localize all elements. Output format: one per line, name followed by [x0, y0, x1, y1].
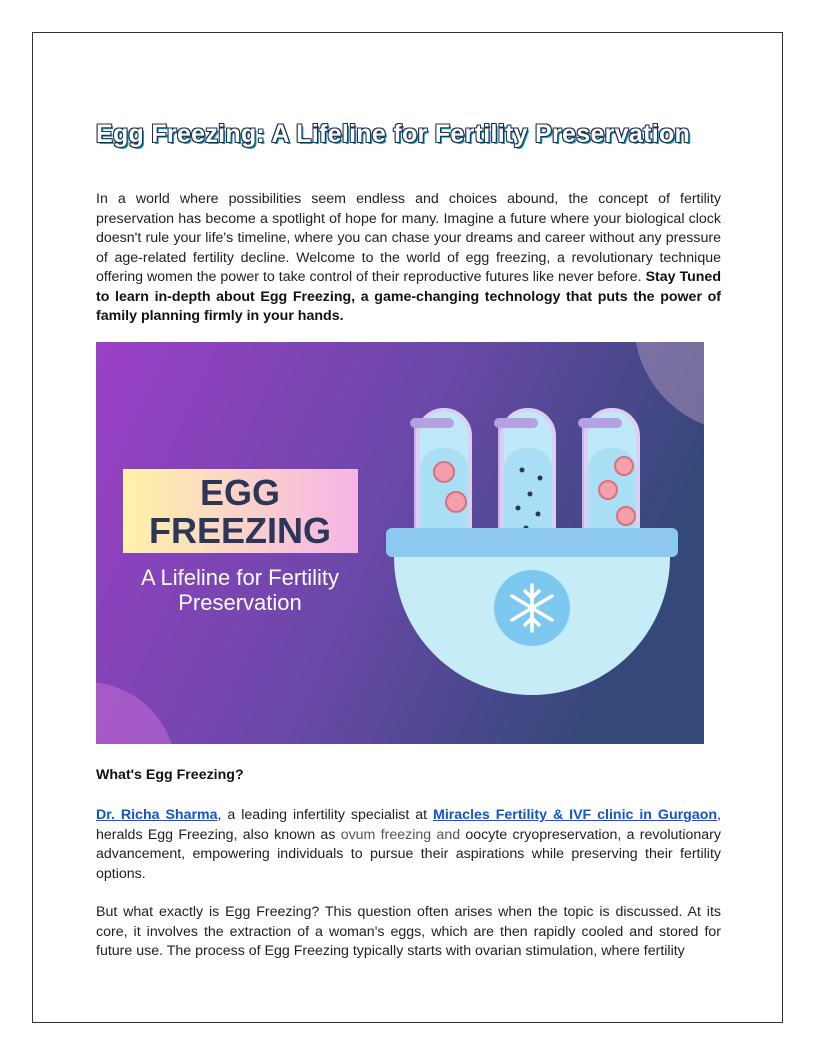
hero-image: [96, 342, 704, 744]
intro-bold-text: Stay Tuned to learn in-depth about Egg Freezing, a game-changing technology that puts the power of family planning firmly in your hands.: [96, 269, 721, 324]
clinic-link[interactable]: Miracles Fertility & IVF clinic in Gurgaon: [433, 807, 718, 823]
paragraph-doctor: [96, 806, 721, 884]
para2-text3: oocyte cryopreservation, a revolutionary advancement, empowering individuals to pursue their aspirations while preserving their fertility options.: [96, 826, 721, 882]
cryo-bowl-rim: [386, 528, 678, 557]
hero-headline-line2: FREEZING: [148, 510, 332, 551]
para2-text2: , heralds Egg Freezing, also known as: [96, 807, 721, 843]
intro-text: In a world where possibilities seem endless and choices abound, the concept of fertility preservation has become a spotlight of hope for many. Imagine a future where your biological clock doesn't rule your life's timeline, where you can chase your dreams and career without any pressure of age-related fertility decline. Welcome to the world of egg freezing, a revolutionary technique offering women the power to take control of their reproductive futures like never before.: [96, 191, 721, 285]
para2-grey-text: ovum freezing and: [340, 826, 461, 843]
section-heading: What's Egg Freezing?: [96, 767, 244, 783]
hero-subtitle-line1: A Lifeline for Fertility: [140, 565, 340, 590]
doctor-link[interactable]: Dr. Richa Sharma: [96, 807, 218, 823]
hero-subtitle-line2: Preservation: [178, 590, 302, 615]
hero-headline-line1: EGG: [199, 472, 281, 513]
paragraph-what-is: But what exactly is Egg Freezing? This question often arises when the topic is discussed. At its core, it involves the extraction of a woman's eggs, which are then rapidly cooled and stored for future use. The process of Egg Freezing typically starts with ovarian stimulation, where fertility: [96, 904, 721, 959]
intro-paragraph: [96, 190, 721, 327]
para2-text1: , a leading infertility specialist at: [217, 807, 434, 823]
page-title: Egg Freezing: A Lifeline for Fertility Preservation: [96, 120, 691, 148]
